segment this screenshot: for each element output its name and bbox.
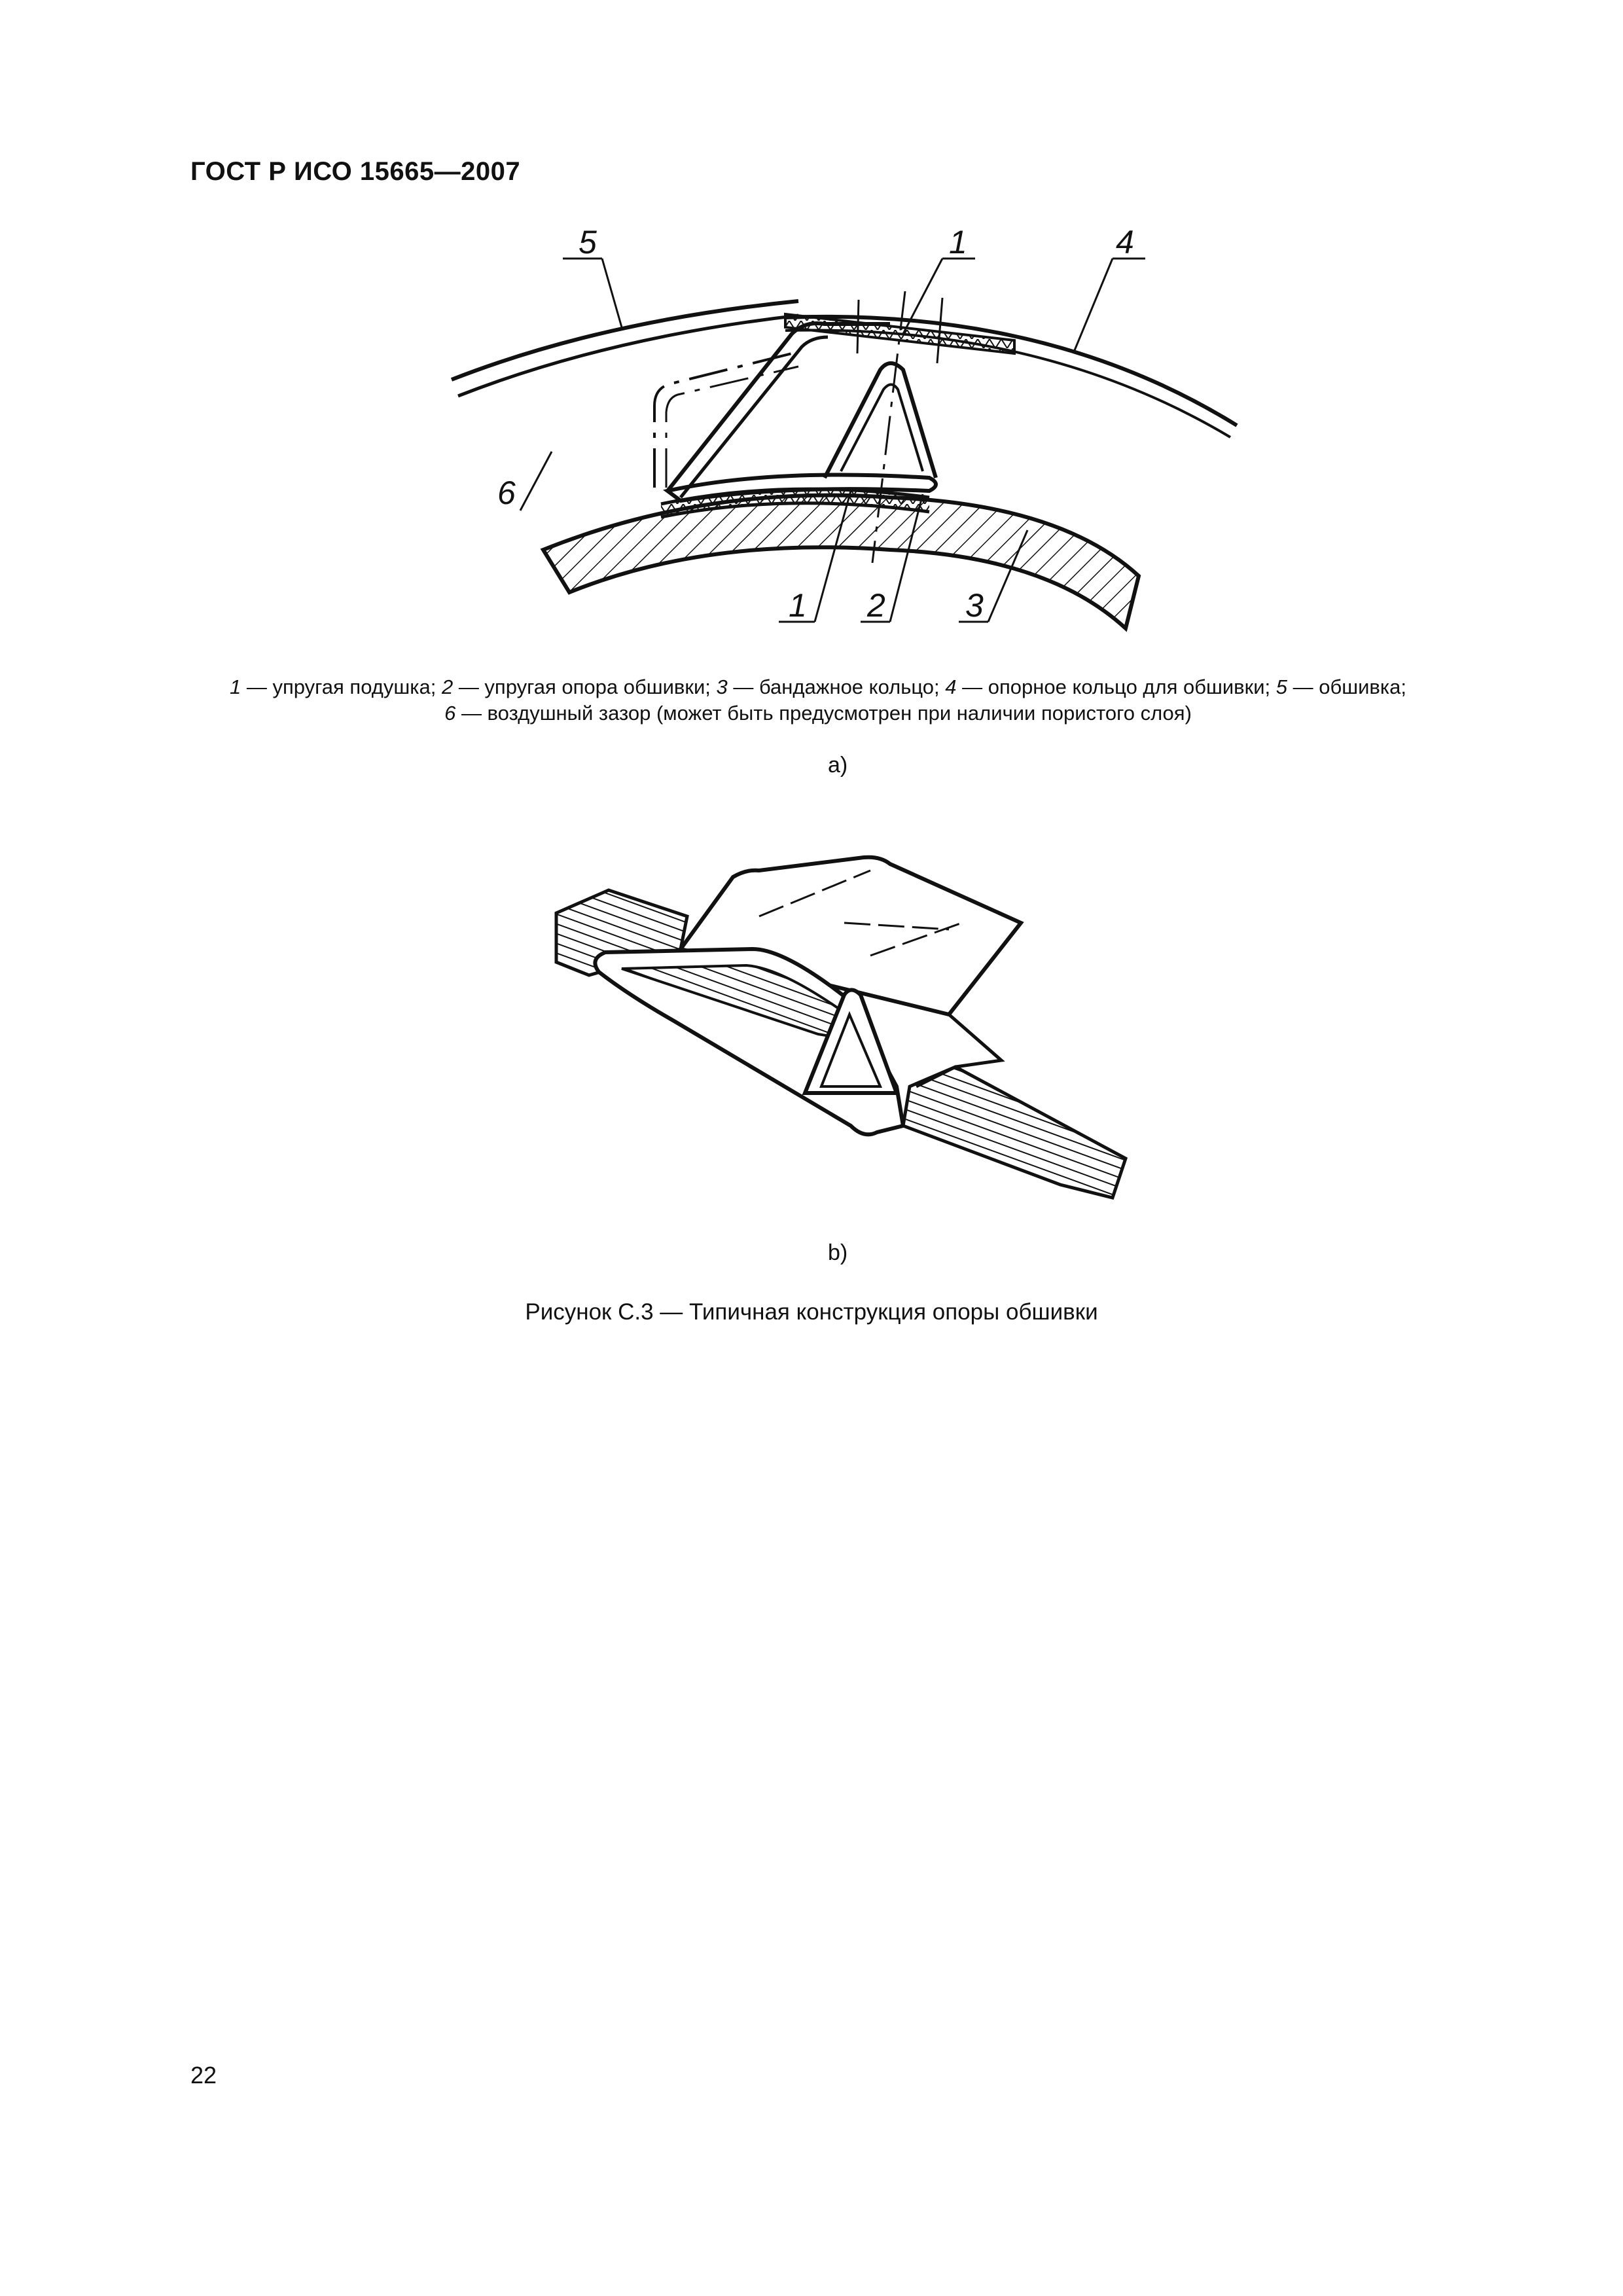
figure-b-drawing bbox=[0, 818, 1623, 1237]
figure-b-sublabel: b) bbox=[828, 1240, 848, 1265]
callout-2: 2 bbox=[867, 587, 885, 624]
band-ring bbox=[543, 495, 1139, 628]
figure-a-sublabel: a) bbox=[828, 753, 848, 778]
figure-a-legend bbox=[190, 674, 1446, 726]
legend-item-2: 2 — упругая опора обшивки; bbox=[441, 675, 717, 698]
figure-caption: Рисунок С.3 — Типичная конструкция опоры обшивки bbox=[525, 1299, 1098, 1325]
callout-4: 4 bbox=[1116, 224, 1134, 260]
legend-item-1: 1 — упругая подушка; bbox=[230, 675, 442, 698]
page-number: 22 bbox=[190, 2062, 217, 2089]
callout-1-bottom: 1 bbox=[789, 587, 807, 624]
legend-item-4: 4 — опорное кольцо для обшивки; bbox=[945, 675, 1276, 698]
legend-item-6: 6 — воздушный зазор (может быть предусмотрен при наличии пористого слоя) bbox=[444, 702, 1192, 725]
legend-item-5: 5 — обшивка; bbox=[1275, 675, 1406, 698]
legend-item-3: 3 — бандажное кольцо; bbox=[716, 675, 946, 698]
document-header: ГОСТ Р ИСО 15665—2007 bbox=[190, 157, 521, 186]
callout-1-top: 1 bbox=[949, 224, 967, 260]
callout-3: 3 bbox=[965, 587, 984, 624]
cladding bbox=[452, 301, 798, 380]
callout-6: 6 bbox=[497, 475, 516, 511]
callout-5: 5 bbox=[579, 224, 597, 260]
figure-a-drawing bbox=[0, 0, 1623, 655]
